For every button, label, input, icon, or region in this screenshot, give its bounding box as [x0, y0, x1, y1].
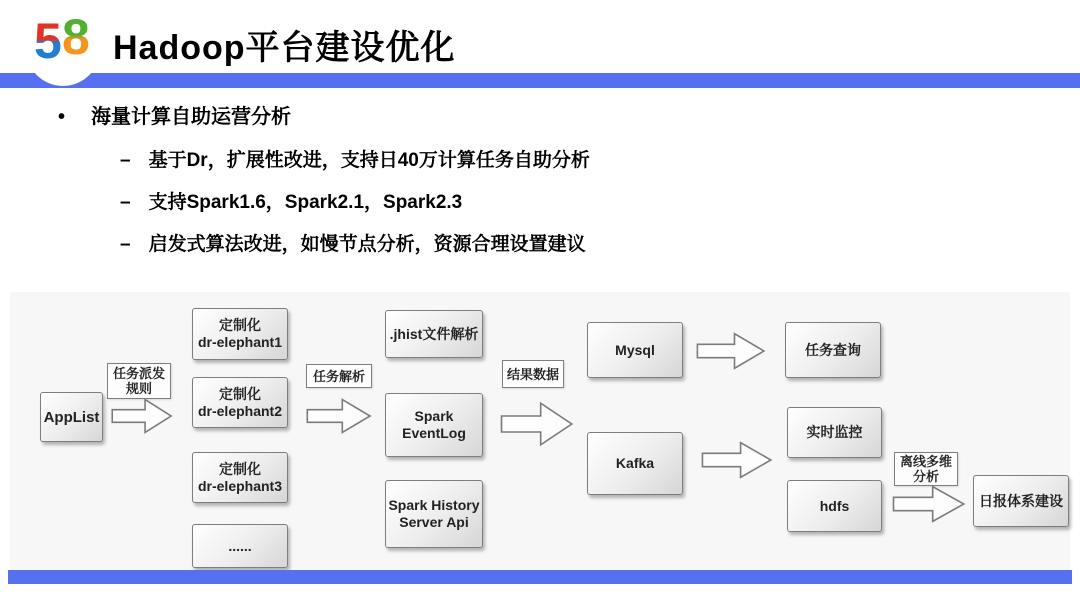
- edge-label-dispatch-rule: [107, 363, 171, 399]
- arrow-applist-to-elephants: [111, 397, 173, 435]
- node-jhist-parse: [385, 310, 483, 358]
- header-accent-bar: [0, 73, 1080, 88]
- logo-58: [33, 8, 107, 71]
- node-label: .jhist文件解析: [389, 325, 479, 342]
- node-label: dr-elephant3: [197, 477, 282, 494]
- logo-digit-5: 5: [34, 13, 62, 66]
- bullet-level2-text: 启发式算法改进，如慢节点分析，资源合理设置建议: [148, 234, 586, 255]
- node-realtime-monitor: [787, 407, 882, 458]
- node-mysql: [587, 322, 683, 378]
- node-dr-elephant2: [192, 377, 288, 428]
- node-label: AppList: [43, 408, 100, 426]
- bullet-marker: •: [58, 106, 66, 128]
- node-label: 定制化: [219, 460, 261, 477]
- page-title: Hadoop平台建设优化: [113, 29, 456, 67]
- bullet-level1: [58, 100, 291, 129]
- bullet-level1-text: 海量计算自助运营分析: [91, 106, 292, 128]
- bullet-level2-item: [120, 145, 590, 172]
- node-dr-elephant1: [192, 308, 288, 360]
- edge-label-text: 任务解析: [312, 368, 365, 384]
- node-dr-elephant3: [192, 452, 288, 503]
- edge-label-result-data: [502, 360, 564, 388]
- node-label: Kafka: [615, 455, 655, 471]
- bullet-dash: –: [120, 234, 131, 255]
- edge-label-text: 分析: [912, 469, 939, 484]
- node-daily-report: [973, 475, 1069, 527]
- node-ellipsis: [192, 524, 288, 568]
- bullet-level2-text: 支持Spark1.6，Spark2.1，Spark2.3: [148, 192, 463, 213]
- node-label: 实时监控: [806, 424, 863, 440]
- node-label: hdfs: [819, 497, 850, 514]
- bullet-level2-item: [120, 229, 586, 256]
- edge-label-text: 任务派发: [112, 366, 165, 381]
- bullet-level2-item: [120, 187, 462, 214]
- node-label: dr-elephant1: [197, 334, 282, 350]
- arrow-elephants-to-parsers: [306, 397, 372, 435]
- node-spark-history-api: [385, 480, 483, 548]
- bullet-dash: –: [120, 150, 131, 171]
- node-label: 任务查询: [805, 341, 861, 358]
- logo-58-icon: [33, 8, 107, 66]
- footer-accent-bar: [8, 570, 1072, 584]
- node-label: Spark: [414, 408, 454, 424]
- arrow-parsers-to-storage: [500, 400, 574, 448]
- node-label: EventLog: [402, 425, 466, 441]
- edge-label-offline-multidim: [894, 452, 958, 486]
- node-spark-eventlog: [385, 393, 483, 457]
- node-hdfs: [787, 480, 882, 532]
- node-label: 定制化: [219, 385, 261, 402]
- arrow-hdfs-to-daily-report: [892, 484, 966, 524]
- node-label: dr-elephant2: [197, 402, 282, 419]
- arrow-kafka-to-monitor: [701, 440, 773, 480]
- node-kafka: [587, 432, 683, 495]
- bullet-dash: –: [120, 192, 131, 213]
- node-task-query: [785, 322, 881, 378]
- edge-label-task-parse: [306, 364, 372, 388]
- arrow-mysql-to-query: [696, 331, 766, 371]
- edge-label-text: 离线多维: [899, 454, 952, 469]
- edge-label-text: 规则: [125, 381, 152, 396]
- node-applist: [40, 392, 103, 442]
- node-label: 定制化: [219, 317, 261, 333]
- edge-label-text: 结果数据: [506, 366, 559, 382]
- logo-digit-8: 8: [62, 9, 90, 65]
- bullet-level2-text: 基于Dr，扩展性改进，支持日40万计算任务自助分析: [148, 150, 590, 171]
- node-label: Server Api: [399, 514, 469, 530]
- node-label: 日报体系建设: [979, 492, 1063, 509]
- node-label: ......: [228, 537, 252, 554]
- node-label: Spark History: [388, 497, 480, 513]
- node-label: Mysql: [615, 341, 655, 358]
